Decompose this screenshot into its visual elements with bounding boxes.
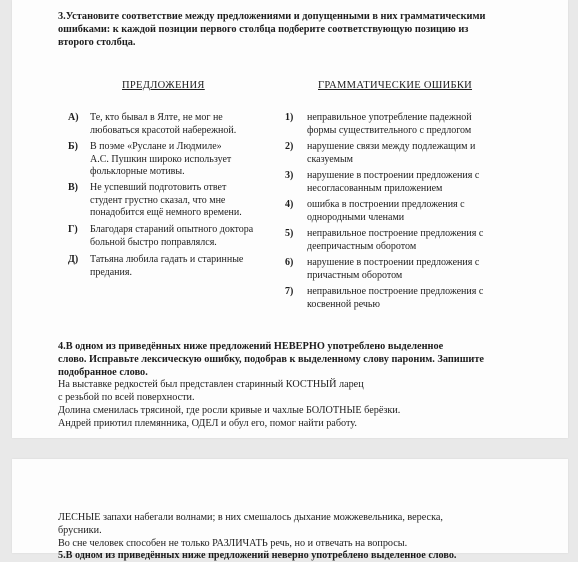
sentence-line: Те, кто бывал в Ялте, не мог не <box>90 112 223 123</box>
error-line: сказуемым <box>307 153 354 165</box>
error-line: косвенной речью <box>307 298 380 310</box>
error-line: деепричастным оборотом <box>307 240 417 252</box>
error-number: 4) <box>285 199 294 210</box>
errors-column-title: ГРАММАТИЧЕСКИЕ ОШИБКИ <box>318 80 473 91</box>
page2-line: ЛЕСНЫЕ запахи набегали волнами; в них смешалось дыхание можжевельника, вереска, <box>58 512 443 523</box>
page2-line: Во сне человек способен не только РАЗЛИЧАТЬ речь, но и отвечать на вопросы. <box>58 538 408 549</box>
sentence-letter: А) <box>68 112 79 123</box>
error-line: неправильное употребление падежной <box>307 112 472 123</box>
sentence-letter: Д) <box>68 254 79 265</box>
error-number: 5) <box>285 228 294 239</box>
page2-line: 5.В одном из приведённых ниже предложений неверно употреблено выделенное слово. <box>58 550 457 561</box>
sentence-letter: В) <box>68 182 78 193</box>
task4-heading <box>58 340 528 379</box>
page2-line: брусники. <box>58 525 102 536</box>
sentences-column-title: ПРЕДЛОЖЕНИЯ <box>122 80 205 91</box>
sentence-line: предания. <box>90 266 132 278</box>
task4-heading-line: 4.В одном из приведённых ниже предложений НЕВЕРНО употреблено выделенное <box>58 341 444 352</box>
sentence-line: больной быстро поправлялся. <box>90 236 217 248</box>
error-line: нарушение в построении предложения с <box>307 170 480 181</box>
error-line: нарушение связи между подлежащим и <box>307 141 476 152</box>
sentence-line: Благодаря стараний опытного доктора <box>90 224 254 235</box>
sentence-line: Не успевший подготовить ответ <box>90 182 227 193</box>
error-line: ошибка в построении предложения с <box>307 199 465 210</box>
sentence-line: понадобится ещё немного времени. <box>90 207 242 218</box>
error-number: 3) <box>285 170 294 181</box>
task3-heading-line: 3.Установите соответствие между предложениями и допущенными в них грамматическими <box>58 11 486 22</box>
task4-heading-line: подобранное слово. <box>58 367 148 378</box>
error-line: неправильное построение предложения с <box>307 286 484 297</box>
error-line: нарушение в построении предложения с <box>307 257 480 268</box>
error-number: 7) <box>285 286 294 297</box>
error-number: 2) <box>285 141 294 152</box>
sentence-letter: Г) <box>68 224 78 235</box>
sentence-letter: Б) <box>68 141 78 152</box>
sentence-line: А.С. Пушкин широко использует <box>90 153 232 165</box>
task4-line: с резьбой по всей поверхности. <box>58 392 195 403</box>
page-sheet-2 <box>12 459 568 561</box>
error-number: 6) <box>285 257 294 268</box>
task4-line: Долина сменилась трясиной, где росли кривые и чахлые БОЛОТНЫЕ берёзки. <box>58 405 401 416</box>
error-line: неправильное построение предложения с <box>307 228 484 239</box>
error-line: причастным оборотом <box>307 269 403 281</box>
task4-heading-line: слово. Исправьте лексическую ошибку, подобрав к выделенному слову пароним. Запишите <box>58 354 484 365</box>
error-line: несогласованным приложением <box>307 182 443 194</box>
sentence-line: В поэме «Руслане и Людмиле» <box>90 141 222 152</box>
sentence-line: Татьяна любила гадать и старинные <box>90 254 244 265</box>
task3-heading-line: второго столбца. <box>58 37 136 48</box>
error-line: формы существительного с предлогом <box>307 124 472 136</box>
task3-heading <box>58 10 528 49</box>
sentence-line: студент грустно сказал, что мне <box>90 194 226 206</box>
task4-line: На выставке редкостей был представлен старинный КОСТНЫЙ ларец <box>58 379 364 390</box>
task3-heading-line: ошибками: к каждой позиции первого столбца подберите соответствующую позицию из <box>58 24 469 35</box>
error-number: 1) <box>285 112 294 123</box>
error-line: однородными членами <box>307 211 405 223</box>
task4-line: Андрей приютил племянника, ОДЕЛ и обул его, помог найти работу. <box>58 418 357 429</box>
sentence-line: любоваться красотой набережной. <box>90 124 237 136</box>
sentence-line: фольклорные мотивы. <box>90 166 185 177</box>
page-sheet-1 <box>12 0 568 438</box>
